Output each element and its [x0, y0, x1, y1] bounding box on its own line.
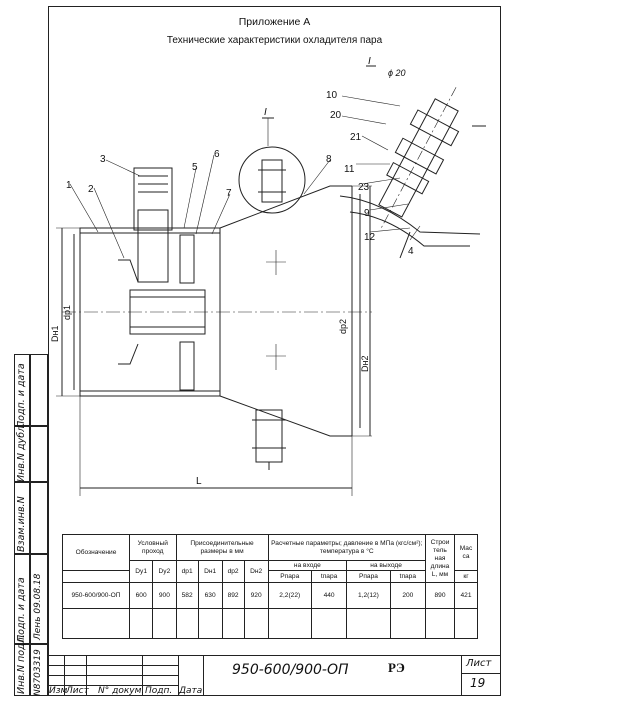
callout-10: 10 [326, 90, 338, 101]
steam-nozzle [134, 168, 172, 230]
th-nominal-bore: Условный проход [130, 535, 177, 561]
th-dp1: dр1 [176, 561, 198, 583]
dim-L: L [196, 476, 202, 487]
cell-length: 890 [426, 583, 455, 609]
callout-7: 7 [226, 188, 232, 199]
callout-1: 1 [66, 180, 72, 191]
doc-type: РЭ [388, 660, 405, 675]
cell-dn2: 920 [244, 583, 268, 609]
th-p-in: Pпара [268, 571, 311, 583]
dim-Dn1: Dн1 [50, 325, 60, 342]
doc-code: 950-600/900-ОП [232, 662, 349, 678]
document-subtitle: Технические характеристики охладителя пара [166, 35, 383, 46]
cell-dp1: 582 [176, 583, 198, 609]
section-detail [361, 76, 477, 239]
th-outlet: на выходе [347, 561, 426, 571]
th-build-length: Строи тель ная длина L, мм [426, 535, 455, 583]
th-t-in: tпара [311, 571, 346, 583]
callout-20: 20 [330, 110, 342, 121]
col-doc-no: N° докум. [98, 686, 145, 696]
th-calc-params: Расчетные параметры; давление в МПа (кгс/см²); температура в °С [268, 535, 425, 561]
th-dy2: Dу2 [153, 561, 176, 583]
cell-dn1: 630 [198, 583, 222, 609]
callout-21: 21 [350, 132, 362, 143]
dim-dp2: dр2 [338, 318, 348, 334]
callout-12: 12 [364, 232, 376, 243]
col-izm: Изм [49, 686, 68, 696]
cell-dp2: 892 [222, 583, 244, 609]
bottom-injector [256, 410, 282, 462]
th-connection-sizes: Присоединительные размеры в мм [176, 535, 268, 561]
th-designation: Обозначение [63, 535, 130, 571]
sheet-number: 19 [470, 676, 486, 690]
callout-3: 3 [100, 154, 106, 165]
callout-11: 11 [344, 164, 355, 175]
inv-podl-label: Инв.N подл. [16, 634, 27, 694]
detail-circle-I [239, 147, 305, 213]
spec-table [62, 534, 478, 639]
cell-dy1: 600 [130, 583, 153, 609]
th-designation-blank [63, 571, 130, 583]
vzam-inv-label: Взам.инв.N [16, 496, 27, 552]
callout-4: 4 [408, 246, 414, 257]
podp-data-top-label: Подп. и дата [16, 363, 27, 428]
callout-9: 9 [364, 208, 370, 219]
section-mark-top: I [368, 56, 371, 67]
th-dn1: Dн1 [198, 561, 222, 583]
section-mark-detail: I [264, 107, 267, 118]
th-t-out: tпара [390, 571, 425, 583]
callout-23: 23 [358, 182, 370, 193]
podp-data-bottom-label: Подп. и дата [16, 577, 27, 642]
cell-designation: 950-600/900-ОП [63, 583, 130, 609]
cell-t-in: 440 [311, 583, 346, 609]
inv-dubl-label: Инв.N дубл. [16, 422, 27, 482]
cell-dy2: 900 [153, 583, 176, 609]
th-mass-unit: кг [455, 571, 478, 583]
th-inlet: на входе [268, 561, 347, 571]
table-row [63, 583, 478, 609]
signature-date: Лень 09.08.18 [33, 573, 43, 640]
inv-number: N8703319 [33, 649, 43, 696]
diameter-note: ϕ 20 [388, 68, 406, 78]
col-podp: Подп. [145, 686, 173, 696]
cell-mass: 421 [455, 583, 478, 609]
appendix-title: Приложение А [238, 16, 311, 28]
th-dy1: Dу1 [130, 561, 153, 583]
col-list: Лист [66, 686, 89, 696]
th-dp2: dр2 [222, 561, 244, 583]
th-p-out: Pпара [347, 571, 390, 583]
cell-p-in: 2,2(22) [268, 583, 311, 609]
th-dn2: Dн2 [244, 561, 268, 583]
col-data: Дата [179, 686, 203, 696]
cell-t-out: 200 [390, 583, 425, 609]
callout-5: 5 [192, 162, 198, 173]
dim-Dn2: Dн2 [360, 355, 370, 372]
dim-dp1: dр1 [62, 304, 72, 320]
sheet-label: Лист [466, 658, 492, 669]
cell-p-out: 1,2(12) [347, 583, 390, 609]
callout-8: 8 [326, 154, 332, 165]
callout-2: 2 [88, 184, 94, 195]
th-mass: Мас са [455, 535, 478, 571]
callout-6: 6 [214, 149, 220, 160]
